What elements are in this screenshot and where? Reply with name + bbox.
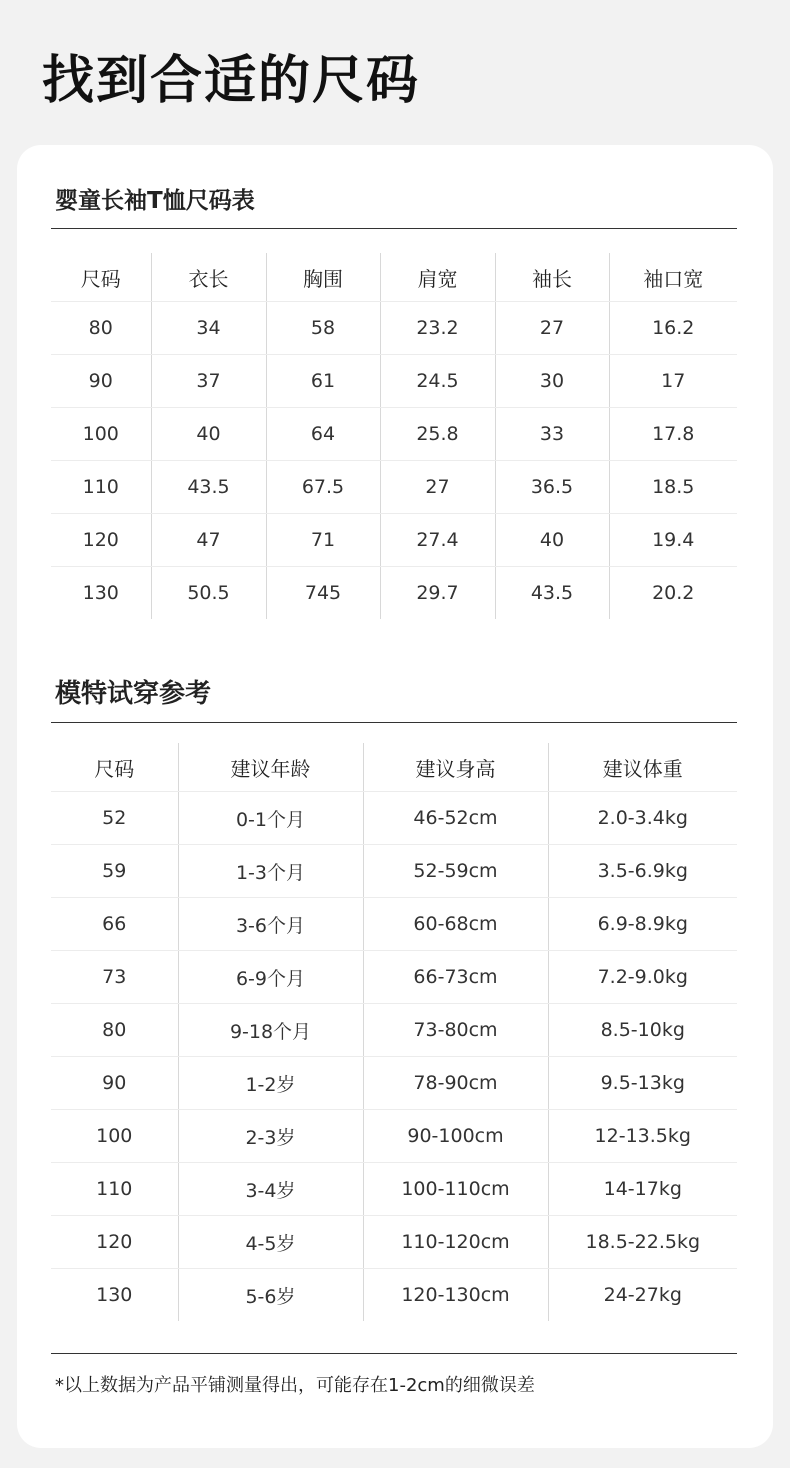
table-cell: 24.5 <box>380 355 495 408</box>
table-cell: 110-120cm <box>363 1216 548 1269</box>
table-cell: 47 <box>151 514 266 567</box>
table-cell: 71 <box>266 514 380 567</box>
table-cell: 27 <box>495 302 609 355</box>
table-cell: 3-6个月 <box>178 898 363 951</box>
table-cell: 14-17kg <box>548 1163 737 1216</box>
table-cell: 17.8 <box>609 408 737 461</box>
table-cell: 23.2 <box>380 302 495 355</box>
table-cell: 25.8 <box>380 408 495 461</box>
table-cell: 7.2-9.0kg <box>548 951 737 1004</box>
table-row <box>51 1216 737 1269</box>
table-cell: 59 <box>51 845 178 898</box>
table-row <box>51 1004 737 1057</box>
model-reference-title: 模特试穿参考 <box>55 679 212 709</box>
model-reference-table <box>51 743 737 1321</box>
table-cell: 130 <box>96 1284 133 1306</box>
table-cell: 100 <box>51 408 151 461</box>
table-row <box>51 567 737 620</box>
table-cell: 17 <box>609 355 737 408</box>
table-cell: 2-3岁 <box>178 1110 363 1163</box>
table-cell: 90 <box>51 355 151 408</box>
header-cell: 衣长 <box>151 253 266 302</box>
table-row <box>51 355 737 408</box>
table-cell: 58 <box>266 302 380 355</box>
table-cell: 20.2 <box>609 567 737 620</box>
header-cell: 建议体重 <box>548 743 737 792</box>
table-cell: 64 <box>266 408 380 461</box>
table-cell: 78-90cm <box>363 1057 548 1110</box>
table-cell: 27.4 <box>380 514 495 567</box>
size-chart-divider <box>51 228 737 229</box>
footnote-divider <box>51 1353 737 1354</box>
table-cell: 110 <box>51 1163 178 1216</box>
table-row <box>51 1163 737 1216</box>
table-cell: 37 <box>151 355 266 408</box>
table-row <box>51 461 737 514</box>
table-cell: 18.5-22.5kg <box>548 1216 737 1269</box>
table-cell: 66 <box>51 898 178 951</box>
table-cell: 34 <box>151 302 266 355</box>
size-chart-title: 婴童长袖T恤尺码表 <box>55 188 255 214</box>
table-row <box>51 951 737 1004</box>
table-cell: 40 <box>151 408 266 461</box>
table-cell: 1-2岁 <box>178 1057 363 1110</box>
table-cell: 6.9-8.9kg <box>548 898 737 951</box>
header-cell: 袖长 <box>495 253 609 302</box>
header-cell: 胸围 <box>266 253 380 302</box>
table-cell: 8.5-10kg <box>548 1004 737 1057</box>
table-cell: 120 <box>51 1216 178 1269</box>
table-cell: 19.4 <box>609 514 737 567</box>
table-row <box>51 1110 737 1163</box>
table-cell: 80 <box>51 302 151 355</box>
table-cell: 52-59cm <box>363 845 548 898</box>
table-cell: 0-1个月 <box>178 792 363 845</box>
header-cell: 尺码 <box>51 743 178 792</box>
table-cell: 29.7 <box>380 567 495 620</box>
table-row <box>51 408 737 461</box>
header-cell: 肩宽 <box>380 253 495 302</box>
table-cell: 24-27kg <box>548 1269 737 1322</box>
table-cell: 745 <box>266 567 380 620</box>
header-cell: 袖口宽 <box>609 253 737 302</box>
table-cell: 43.5 <box>151 461 266 514</box>
table-cell: 73 <box>51 951 178 1004</box>
table-cell: 80 <box>51 1004 178 1057</box>
table-cell: 5-6岁 <box>178 1269 363 1322</box>
table-cell: 27 <box>380 461 495 514</box>
table-cell: 30 <box>495 355 609 408</box>
header-cell: 建议身高 <box>363 743 548 792</box>
table-row <box>51 845 737 898</box>
size-info-card <box>17 145 773 1448</box>
table-cell: 52 <box>51 792 178 845</box>
table-cell: 40 <box>495 514 609 567</box>
table-cell: 1-3个月 <box>178 845 363 898</box>
table-cell: 90-100cm <box>363 1110 548 1163</box>
header-cell: 尺码 <box>51 253 151 302</box>
table-row <box>51 1057 737 1110</box>
table-cell: 61 <box>266 355 380 408</box>
table-row <box>51 898 737 951</box>
table-cell: 120 <box>51 514 151 567</box>
table-cell: 110 <box>51 461 151 514</box>
table-row <box>51 514 737 567</box>
table-cell: 130 <box>82 582 119 604</box>
table-cell: 36.5 <box>495 461 609 514</box>
table-cell: 12-13.5kg <box>548 1110 737 1163</box>
table-cell: 90 <box>51 1057 178 1110</box>
table-cell: 100 <box>51 1110 178 1163</box>
table-cell: 50.5 <box>151 567 266 620</box>
table-cell: 46-52cm <box>363 792 548 845</box>
table-row <box>51 1269 737 1322</box>
table-cell: 60-68cm <box>363 898 548 951</box>
model-reference-divider <box>51 722 737 723</box>
size-chart-table <box>51 253 737 619</box>
table-cell: 100-110cm <box>363 1163 548 1216</box>
table-cell: 16.2 <box>609 302 737 355</box>
page-title: 找到合适的尺码 <box>42 51 421 111</box>
table-cell: 3.5-6.9kg <box>548 845 737 898</box>
table-cell: 2.0-3.4kg <box>548 792 737 845</box>
model-reference-header-row <box>51 743 737 792</box>
table-cell: 6-9个月 <box>178 951 363 1004</box>
measurement-footnote: *以上数据为产品平铺测量得出，可能存在1-2cm的细微误差 <box>55 1375 535 1396</box>
header-cell: 建议年龄 <box>178 743 363 792</box>
table-cell: 66-73cm <box>363 951 548 1004</box>
table-row <box>51 302 737 355</box>
table-row <box>51 792 737 845</box>
table-cell: 4-5岁 <box>178 1216 363 1269</box>
table-cell: 9-18个月 <box>178 1004 363 1057</box>
table-cell: 9.5-13kg <box>548 1057 737 1110</box>
table-cell: 33 <box>495 408 609 461</box>
size-chart-header-row <box>51 253 737 302</box>
table-cell: 73-80cm <box>363 1004 548 1057</box>
table-cell: 3-4岁 <box>178 1163 363 1216</box>
table-cell: 43.5 <box>495 567 609 620</box>
table-cell: 120-130cm <box>363 1269 548 1322</box>
table-cell: 67.5 <box>266 461 380 514</box>
table-cell: 18.5 <box>609 461 737 514</box>
